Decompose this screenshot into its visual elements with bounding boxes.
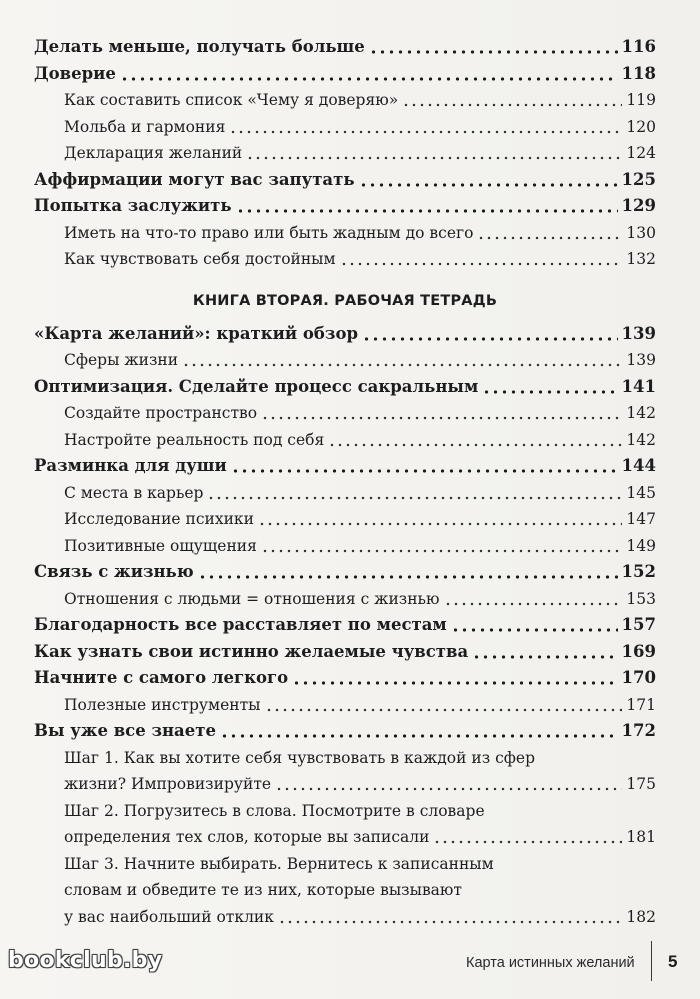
dot-leader bbox=[236, 208, 618, 214]
toc-chapter-entry bbox=[34, 718, 656, 745]
toc-entry-title: Аффирмации могут вас запутать bbox=[34, 169, 355, 189]
toc-entry-row bbox=[64, 586, 656, 613]
toc-entry-row bbox=[34, 665, 656, 692]
toc-entry-row bbox=[64, 427, 656, 454]
toc-entry-row bbox=[34, 167, 656, 194]
toc-chapter-entry bbox=[34, 61, 656, 88]
toc-entry-row bbox=[64, 220, 656, 247]
dot-leader bbox=[340, 261, 623, 267]
toc-entry-row bbox=[34, 559, 656, 586]
toc-entry-title: Разминка для души bbox=[34, 456, 227, 475]
toc-part-two bbox=[34, 321, 656, 931]
toc-subentry bbox=[34, 114, 656, 141]
toc-page-number: 125 bbox=[621, 169, 656, 189]
toc-entry-row bbox=[34, 61, 656, 88]
toc-chapter-entry bbox=[34, 559, 656, 586]
toc-entry-row bbox=[34, 639, 656, 666]
toc-entry-title: Связь с жизнью bbox=[34, 562, 194, 581]
toc-entry-title: «Карта желаний»: краткий обзор bbox=[34, 323, 358, 343]
toc-entry-row bbox=[64, 904, 656, 931]
toc-entry-title: Позитивные ощущения bbox=[64, 536, 257, 555]
toc-page-number: 157 bbox=[621, 615, 656, 634]
toc-entry-title: Исследование психики bbox=[64, 510, 254, 528]
toc-entry-title: Делать меньше, получать больше bbox=[34, 37, 365, 56]
dot-leader bbox=[477, 235, 622, 241]
toc-chapter-entry bbox=[34, 612, 656, 639]
dot-leader bbox=[258, 521, 622, 527]
toc-page-number: 171 bbox=[626, 695, 656, 714]
toc-page-number: 116 bbox=[621, 37, 656, 56]
dot-leader bbox=[265, 707, 623, 713]
toc-entry-row bbox=[64, 140, 656, 167]
toc-page-number: 132 bbox=[626, 250, 656, 268]
dot-leader bbox=[261, 415, 622, 421]
toc-entry-title: С места в карьер bbox=[64, 483, 204, 502]
toc-subentry bbox=[34, 400, 656, 427]
toc-subentry bbox=[34, 480, 656, 507]
toc-entry-title: Мольба и гармония bbox=[64, 117, 226, 136]
toc-chapter-entry bbox=[34, 34, 656, 61]
toc-entry-row bbox=[64, 347, 656, 374]
toc-subentry bbox=[34, 586, 656, 613]
dot-leader bbox=[359, 182, 618, 188]
dot-leader bbox=[451, 627, 618, 633]
toc-subentry bbox=[34, 246, 656, 273]
toc-page-number: 181 bbox=[626, 828, 656, 846]
toc-entry-row bbox=[64, 400, 656, 427]
toc-page-number: 144 bbox=[621, 456, 656, 475]
toc-page-number: 182 bbox=[626, 907, 656, 926]
page-number: 5 bbox=[668, 952, 678, 971]
dot-leader bbox=[433, 839, 622, 845]
dot-leader bbox=[120, 76, 618, 82]
toc-subentry bbox=[34, 798, 656, 851]
toc-entry-title: Начните с самого легкого bbox=[34, 668, 289, 687]
dot-leader bbox=[261, 548, 622, 554]
toc-page-number: 145 bbox=[626, 483, 656, 502]
toc-entry-title: Настройте реальность под себя bbox=[64, 430, 325, 449]
dot-leader bbox=[231, 468, 618, 474]
toc-chapter-entry bbox=[34, 453, 656, 480]
toc-page-number: 147 bbox=[626, 510, 656, 528]
footer-divider bbox=[651, 941, 652, 981]
dot-leader bbox=[278, 919, 622, 925]
toc-entry-row bbox=[34, 612, 656, 639]
toc-entry-row bbox=[64, 771, 656, 798]
toc-entry-row bbox=[34, 453, 656, 480]
toc-entry-title: Полезные инструменты bbox=[64, 695, 261, 714]
toc-entry-row bbox=[64, 480, 656, 507]
toc-entry-title: Вы уже все знаете bbox=[34, 721, 216, 740]
toc-page-number: 172 bbox=[621, 721, 656, 740]
toc-page-number: 124 bbox=[626, 144, 656, 162]
toc-entry-row bbox=[64, 114, 656, 141]
toc-subentry bbox=[34, 87, 656, 114]
toc-entry-title: определения тех слов, которые вы записали bbox=[64, 828, 430, 846]
dot-leader bbox=[482, 389, 617, 395]
toc-page-number: 120 bbox=[626, 117, 656, 136]
toc-page-number: 141 bbox=[621, 376, 656, 396]
toc-entry-title: Как узнать свои истинно желаемые чувства bbox=[34, 641, 469, 661]
toc-chapter-entry bbox=[34, 374, 656, 401]
toc-page-number: 142 bbox=[626, 404, 656, 422]
table-of-contents bbox=[34, 34, 656, 930]
toc-page-number: 142 bbox=[626, 430, 656, 449]
toc-entry-row bbox=[64, 824, 656, 851]
toc-page-number: 119 bbox=[626, 91, 656, 109]
toc-entry-title: Благодарность все расставляет по местам bbox=[34, 615, 447, 634]
toc-entry-row bbox=[64, 506, 656, 533]
section-heading: КНИГА ВТОРАЯ. РАБОЧАЯ ТЕТРАДЬ bbox=[192, 292, 498, 309]
dot-leader bbox=[444, 601, 623, 607]
toc-entry-title: Оптимизация. Сделайте процесс сакральным bbox=[34, 376, 479, 396]
toc-subentry bbox=[34, 347, 656, 374]
toc-page-number: 170 bbox=[621, 668, 656, 687]
toc-page-number: 118 bbox=[621, 63, 656, 83]
toc-subentry bbox=[34, 851, 656, 931]
toc-entry-text-line: словам и обведите те из них, которые вызывают bbox=[64, 881, 462, 899]
toc-page-number: 139 bbox=[626, 351, 656, 369]
toc-page-number: 152 bbox=[621, 562, 656, 581]
toc-entry-title: Иметь на что-то право или быть жадным до всего bbox=[64, 223, 474, 242]
toc-entry-text-line: Шаг 1. Как вы хотите себя чувствовать в каждой из сфер bbox=[64, 748, 535, 767]
dot-leader bbox=[402, 102, 622, 108]
toc-subentry bbox=[34, 506, 656, 533]
dot-leader bbox=[472, 654, 617, 660]
toc-entry-row bbox=[64, 692, 656, 719]
toc-page-number: 130 bbox=[626, 223, 656, 242]
toc-page-number: 129 bbox=[621, 196, 656, 215]
toc-chapter-entry bbox=[34, 321, 656, 348]
dot-leader bbox=[246, 155, 622, 161]
toc-entry-text-line: Шаг 2. Погрузитесь в слова. Посмотрите в словаре bbox=[64, 801, 485, 820]
toc-chapter-entry bbox=[34, 665, 656, 692]
toc-entry-title: Как чувствовать себя достойным bbox=[64, 250, 336, 268]
toc-entry-text-line: Шаг 3. Начните выбирать. Вернитесь к записанным bbox=[64, 854, 494, 873]
toc-entry-title: Как составить список «Чему я доверяю» bbox=[64, 91, 399, 109]
dot-leader bbox=[182, 362, 622, 368]
toc-page-number: 175 bbox=[626, 775, 656, 793]
dot-leader bbox=[198, 574, 618, 580]
toc-entry-row bbox=[34, 34, 656, 61]
toc-entry-row bbox=[64, 533, 656, 560]
dot-leader bbox=[207, 495, 622, 501]
toc-subentry bbox=[34, 220, 656, 247]
watermark-logo: bookclub.by bbox=[8, 948, 163, 973]
toc-entry-row bbox=[64, 246, 656, 273]
footer-book-title: Карта истинных желаний bbox=[466, 955, 635, 971]
toc-entry-row bbox=[34, 374, 656, 401]
toc-chapter-entry bbox=[34, 167, 656, 194]
toc-subentry bbox=[34, 140, 656, 167]
dot-leader bbox=[229, 129, 622, 135]
toc-entry-title: Декларация желаний bbox=[64, 144, 243, 162]
toc-part-one bbox=[34, 34, 656, 273]
toc-entry-row bbox=[34, 321, 656, 348]
toc-subentry bbox=[34, 692, 656, 719]
dot-leader bbox=[362, 336, 618, 342]
toc-entry-title: Попытка заслужить bbox=[34, 196, 232, 215]
toc-entry-title: жизни? Импровизируйте bbox=[64, 775, 272, 793]
toc-entry-title: у вас наибольший отклик bbox=[64, 907, 274, 926]
dot-leader bbox=[275, 786, 622, 792]
toc-subentry bbox=[34, 427, 656, 454]
toc-entry-row bbox=[64, 87, 656, 114]
dot-leader bbox=[369, 49, 618, 55]
dot-leader bbox=[328, 442, 622, 448]
toc-entry-title: Создайте пространство bbox=[64, 404, 258, 422]
toc-entry-row bbox=[34, 718, 656, 745]
toc-chapter-entry bbox=[34, 639, 656, 666]
toc-entry-title: Отношения с людьми = отношения с жизнью bbox=[64, 589, 440, 608]
toc-chapter-entry bbox=[34, 193, 656, 220]
toc-entry-title: Доверие bbox=[34, 63, 116, 83]
toc-page-number: 169 bbox=[621, 641, 656, 661]
toc-page-number: 153 bbox=[626, 589, 656, 608]
toc-subentry bbox=[34, 533, 656, 560]
toc-page-number: 149 bbox=[626, 536, 656, 555]
toc-subentry bbox=[34, 745, 656, 798]
dot-leader bbox=[292, 680, 617, 686]
toc-page-number: 139 bbox=[621, 323, 656, 343]
dot-leader bbox=[220, 733, 618, 739]
toc-entry-row bbox=[34, 193, 656, 220]
toc-entry-title: Сферы жизни bbox=[64, 351, 179, 369]
